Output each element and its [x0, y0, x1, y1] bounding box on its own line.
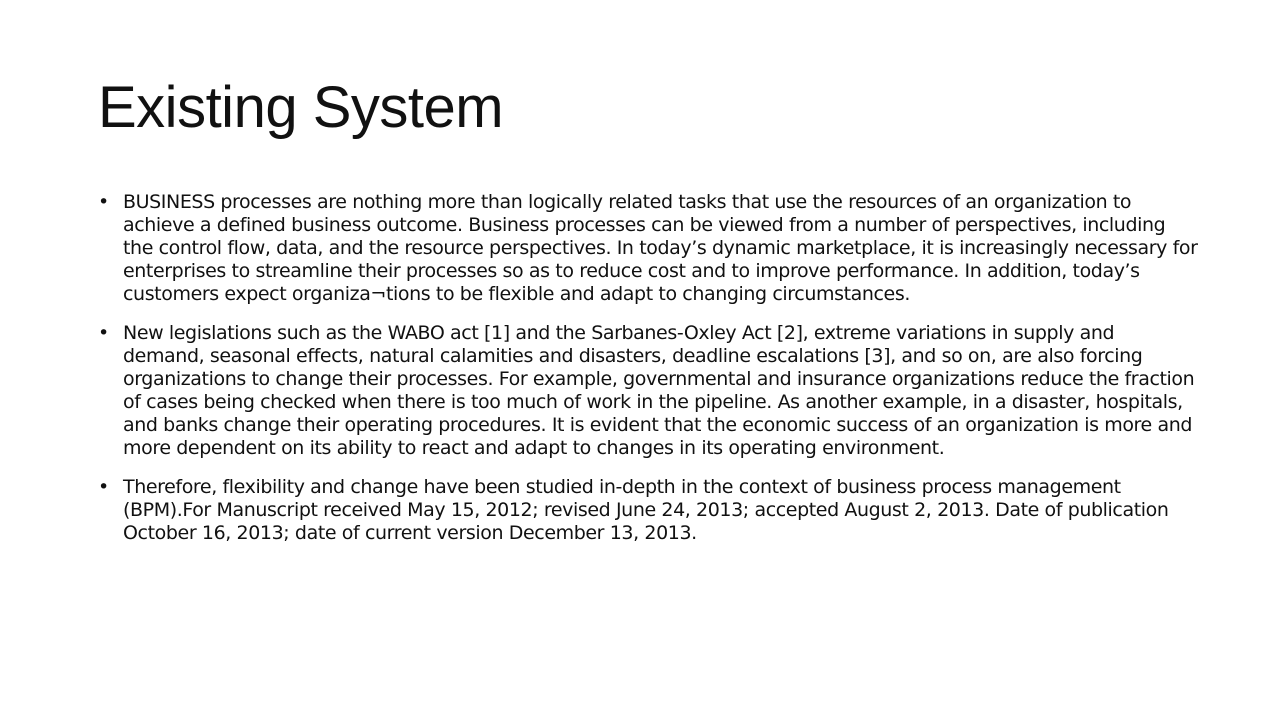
bullet-item — [98, 322, 1198, 460]
bullet-dot-icon: • — [98, 191, 109, 213]
bullet-text: BUSINESS processes are nothing more than logically related tasks that use the resources of an organization to achieve a defined business outcome. Business processes can be viewed from a number of perspectives, including the control flow, data, and the resource perspectives. In today’s dynamic marketplace, it is increasingly necessary for enterprises to streamline their processes so as to reduce cost and to improve performance. In addition, today’s customers expect organiza¬tions to be flexible and adapt to changing circumstances. — [123, 191, 1198, 305]
bullet-item — [98, 191, 1198, 306]
bullet-item — [98, 476, 1198, 545]
bullet-text: New legislations such as the WABO act [1] and the Sarbanes-Oxley Act [2], extreme variations in supply and demand, seasonal effects, natural calamities and disasters, deadline escalations [3], and so on, are also forcing organizations to change their processes. For example, governmental and insurance organizations reduce the fraction of cases being checked when there is too much of work in the pipeline. As another example, in a disaster, hospitals, and banks change their operating procedures. It is evident that the economic success of an organization is more and more dependent on its ability to react and adapt to changes in its operating environment. — [123, 322, 1195, 459]
bullet-list — [98, 191, 1198, 561]
bullet-dot-icon: • — [98, 322, 109, 344]
slide-title: Existing System — [98, 75, 504, 140]
bullet-dot-icon: • — [98, 476, 109, 498]
bullet-text: Therefore, flexibility and change have been studied in-depth in the context of business process management (BPM).For Manuscript received May 15, 2012; revised June 24, 2013; accepted August 2, 2013. Date of publication October 16, 2013; date of current version December 13, 2013. — [123, 476, 1169, 544]
